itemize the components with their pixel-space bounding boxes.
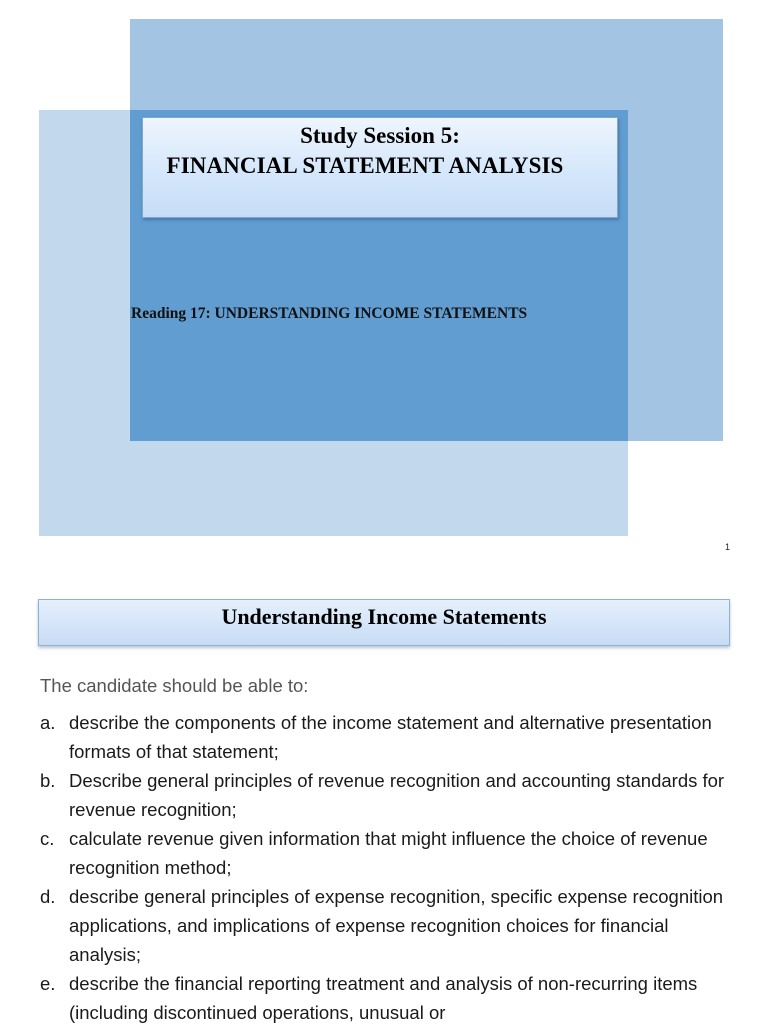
list-marker: a. xyxy=(40,712,56,733)
list-item-text: describe general principles of expense recognition, specific expense recognition applications, and implications of expense recognition choices for financial analysis; xyxy=(69,886,724,965)
list-item-text: calculate revenue given information that might influence the choice of revenue recognition method; xyxy=(69,828,708,878)
session-title-box xyxy=(142,117,618,218)
learning-objectives-list xyxy=(40,708,730,1024)
list-marker: b. xyxy=(40,770,56,791)
list-item-text: describe the components of the income statement and alternative presentation formats of that statement; xyxy=(69,712,712,762)
list-item-text: Describe general principles of revenue recognition and accounting standards for revenue recognition; xyxy=(69,770,725,820)
page-number: 1 xyxy=(724,542,730,552)
intro-text: The candidate should be able to: xyxy=(40,675,309,696)
list-item xyxy=(40,969,730,1024)
list-marker: c. xyxy=(40,828,55,849)
list-item xyxy=(40,882,730,969)
list-marker: d. xyxy=(40,886,56,907)
list-item-text: describe the financial reporting treatment and analysis of non-recurring items (including discontinued operations, unusual or xyxy=(69,973,698,1023)
list-item xyxy=(40,708,730,766)
list-marker: e. xyxy=(40,973,56,994)
list-item xyxy=(40,824,730,882)
session-number: Study Session 5: xyxy=(300,123,460,148)
session-name: FINANCIAL STATEMENT ANALYSIS xyxy=(166,153,564,178)
reading-title: Reading 17: UNDERSTANDING INCOME STATEMENTS xyxy=(131,305,528,322)
section-heading: Understanding Income Statements xyxy=(38,599,730,646)
list-item xyxy=(40,766,730,824)
